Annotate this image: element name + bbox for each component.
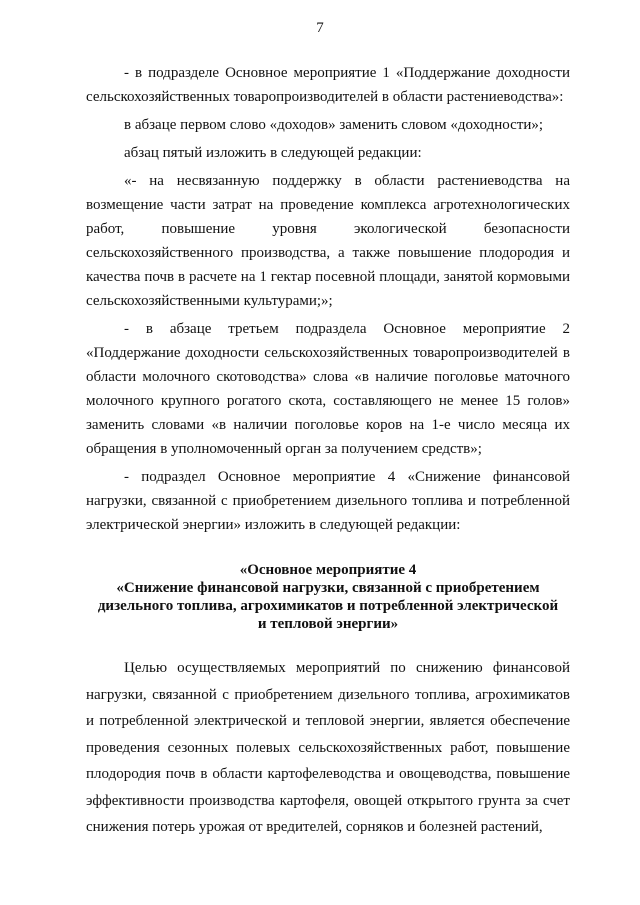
- page-number: 7: [316, 20, 324, 36]
- section-heading: [86, 561, 570, 633]
- heading-line-4: и тепловой энергии»: [257, 616, 399, 632]
- paragraph-first-abzac: в абзаце первом слово «доходов» заменить словом «доходности»;: [124, 117, 544, 133]
- document-body: [86, 61, 570, 841]
- heading-line-3: дизельного топлива, агрохимикатов и потребленной электрической: [97, 598, 559, 614]
- heading-line-2: «Снижение финансовой нагрузки, связанной с приобретением: [116, 580, 540, 596]
- paragraph-fifth-abzac: абзац пятый изложить в следующей редакции:: [124, 145, 422, 161]
- heading-line-1: «Основное мероприятие 4: [239, 562, 417, 578]
- paragraph-subsection-4: - подраздел Основное мероприятие 4 «Снижение финансовой нагрузки, связанной с приобретением дизельного топлива и потребленной электрической энергии» изложить в следующей редакции:: [86, 469, 570, 533]
- paragraph-subsection-1: - в подразделе Основное мероприятие 1 «Поддержание доходности сельскохозяйственных товаропроизводителей в области растениеводства»:: [86, 65, 570, 105]
- paragraph-subsection-2: - в абзаце третьем подраздела Основное мероприятие 2 «Поддержание доходности сельскохозяйственных товаропроизводителей в области молочного скотоводства» слова «в наличие поголовье маточного молочного крупного рогатого скота, составляющего не менее 15 голов» заменить словами «в наличии поголовье коров на 1-е число месяца их обращения в уполномоченный орган за получением средств»;: [86, 321, 570, 457]
- body-paragraph: Целью осуществляемых мероприятий по снижению финансовой нагрузки, связанной с приобретением дизельного топлива, агрохимикатов и потребленной электрической и тепловой энергии, является обеспечение проведения сезонных полевых сельскохозяйственных работ, повышение плодородия почв в области картофелеводства и овощеводства, повышение эффективности производства картофеля, овощей открытого грунта за счет снижения потерь урожая от вредителей, сорняков и болезней растений,: [86, 660, 570, 835]
- paragraph-quote-support: «- на несвязанную поддержку в области растениеводства на возмещение части затрат на проведение комплекса агротехнологических работ, повышение уровня экологической безопасности сельскохозяйственного производства, а также повышение плодородия и качества почв в расчете на 1 гектар посевной площади, занятой кормовыми сельскохозяйственными культурами;»;: [86, 173, 570, 309]
